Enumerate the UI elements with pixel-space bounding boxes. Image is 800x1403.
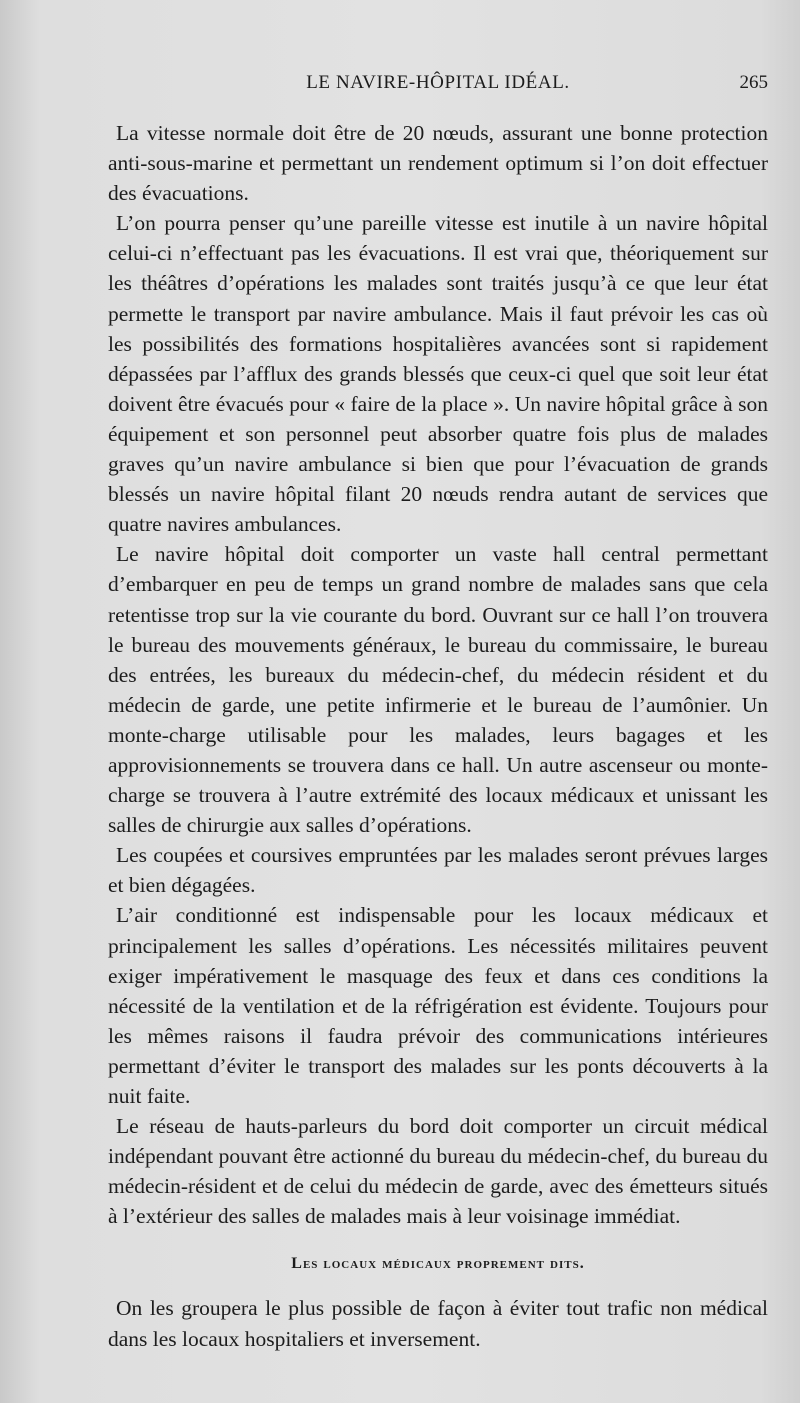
paragraph-gangways: Les coupées et coursives empruntées par les malades seront prévues larges et bien dégagées. xyxy=(108,843,768,898)
paragraph-speed-justification: L’on pourra penser qu’une pareille vitesse est inutile à un navire hôpital celui-ci n’effectuant pas les évacuations. Il est vrai que, théoriquement sur les théâtres d’opérations les malades sont traités jusqu’à ce que leur état permette le transport par navire ambulance. Mais il faut prévoir les cas où les possibilités des formations hospitalières avancées sont si rapidement dépassées par l’afflux des grands blessés que ceux-ci quel que soit leur état doivent être évacués pour « faire de la place ». Un navire hôpital grâce à son équipement et son personnel peut absorber quatre fois plus de malades graves qu’un navire ambulance si bien que pour l’évacuation de grands blessés un navire hôpital filant 20 nœuds rendra autant de services que quatre navires ambulances. xyxy=(108,211,768,537)
paragraph-speed: La vitesse normale doit être de 20 nœuds, assurant une bonne protection anti-sous-marine et permettant un rendement optimum si l’on doit effectuer des évacuations. xyxy=(108,121,768,206)
paragraph-air-conditioning: L’air conditionné est indispensable pour les locaux médicaux et principalement les salles d’opérations. Les nécessités militaires peuvent exiger impérativement le masquage des feux et dans ces conditions la nécessité de la ventilation et de la réfrigération est évidente. Toujours pour les mêmes raisons il faudra prévoir des communications intérieures permettant d’éviter le transport des malades sur les ponts découverts à la nuit faite. xyxy=(108,903,768,1108)
page-number: 265 xyxy=(739,72,768,93)
section-heading: Les locaux médicaux proprement dits. xyxy=(291,1255,585,1273)
running-title: LE NAVIRE-HÔPITAL IDÉAL. xyxy=(306,72,570,93)
page-header xyxy=(108,72,768,108)
paragraph-medical-premises: On les groupera le plus possible de façon à éviter tout trafic non médical dans les locaux hospitaliers et inversement. xyxy=(108,1296,768,1351)
paragraph-loudspeakers: Le réseau de hauts-parleurs du bord doit comporter un circuit médical indépendant pouvant être actionné du bureau du médecin-chef, du bureau du médecin-résident et de celui du médecin de garde, avec des émetteurs situés à l’extérieur des salles de malades mais à leur voisinage immédiat. xyxy=(108,1114,768,1229)
body-text xyxy=(108,118,768,1354)
paragraph-central-hall: Le navire hôpital doit comporter un vaste hall central permettant d’embarquer en peu de temps un grand nombre de malades sans que cela retentisse trop sur la vie courante du bord. Ouvrant sur ce hall l’on trouvera le bureau des mouvements généraux, le bureau du commissaire, le bureau des entrées, les bureaux du médecin-chef, du médecin résident et du médecin de garde, une petite infirmerie et le bureau de l’aumônier. Un monte-charge utilisable pour les malades, leurs bagages et les approvisionnements se trouvera dans ce hall. Un autre ascenseur ou monte-charge se trouvera à l’autre extrémité des locaux médicaux et unissant les salles de chirurgie aux salles d’opérations. xyxy=(108,542,768,838)
